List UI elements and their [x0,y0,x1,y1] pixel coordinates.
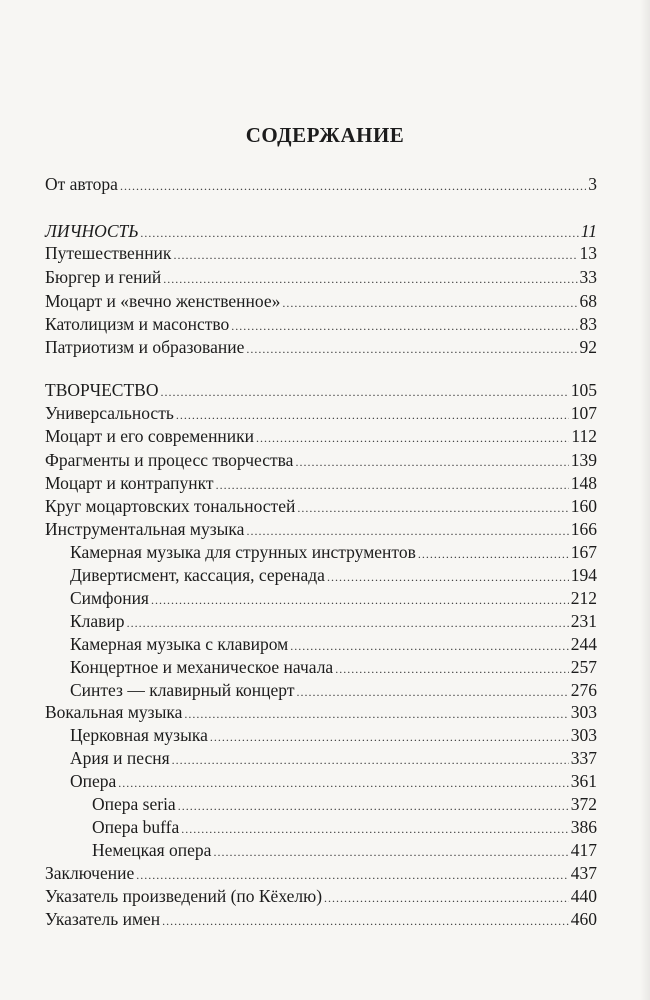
toc-subentry [70,679,597,701]
dot-leader [173,244,577,266]
dot-leader [282,292,577,314]
toc-entry-page: 112 [571,426,597,446]
toc-subentry [70,724,597,746]
dot-leader [213,841,568,863]
dot-leader [296,681,568,703]
toc-entry-page: 372 [570,794,597,814]
toc-entry-page: 33 [579,267,597,287]
dot-leader [231,315,577,337]
toc-entry-label: Указатель произведений (по Кёхелю) [45,886,323,906]
toc-entry-label: Моцарт и «вечно женственное» [45,291,281,311]
toc-entry-label: Опера buffa [92,817,180,837]
toc-entry-page: 13 [579,243,597,263]
toc-entry [45,266,597,288]
toc-entry-page: 107 [570,403,597,423]
toc-entry-page: 194 [570,565,597,585]
dot-leader [141,222,579,244]
toc-entry-label: Симфония [70,588,149,608]
toc-entry-label: Опера seria [92,794,176,814]
dot-leader [163,268,577,290]
toc-entry [45,495,597,517]
toc-subentry [70,541,597,563]
toc-entry-page: 257 [570,657,597,677]
toc-entry [45,336,597,358]
toc-entry-page: 3 [588,174,597,194]
toc-subentry [70,610,597,632]
toc-entry-page: 83 [579,314,597,334]
toc-entry-page: 148 [570,473,597,493]
toc-entry-label: Дивертисмент, кассация, серенада [70,565,325,585]
dot-leader [297,497,568,519]
dot-leader [327,566,569,588]
toc-subentry [70,587,597,609]
dot-leader [210,726,569,748]
dot-leader [160,381,568,403]
dot-leader [324,887,569,909]
dot-leader [181,818,568,840]
dot-leader [151,589,569,611]
dot-leader [127,612,569,634]
toc-entry-page: 167 [570,542,597,562]
toc-entry-label: Моцарт и контрапункт [45,473,214,493]
page-edge-shadow [640,0,650,1000]
dot-leader [176,404,569,426]
toc-entry-label: Универсальность [45,403,174,423]
toc-entry-label: Указатель имен [45,909,161,929]
toc-entry-label: ТВОРЧЕСТВО [45,380,159,400]
toc-entry-label: Ария и песня [70,748,170,768]
toc-entry-label: От автора [45,174,118,194]
dot-leader [136,864,569,886]
toc-entry-page: 11 [580,221,597,241]
toc-entry-label: Фрагменты и процесс творчества [45,450,294,470]
toc-entry-page: 361 [570,771,597,791]
toc-entry [45,402,597,424]
toc-entry-page: 440 [570,886,597,906]
dot-leader [246,338,577,360]
toc-entry [45,290,597,312]
dot-leader [290,635,569,657]
toc-subsubentry [92,839,597,861]
toc-entry-label: Камерная музыка для струнных инструментов [70,542,416,562]
toc-entry [45,885,597,907]
toc-entry-page: 68 [579,291,597,311]
toc-entry [45,518,597,540]
dot-leader [216,474,569,496]
toc-entry-label: Путешественник [45,243,172,263]
toc-entry [45,862,597,884]
toc-section-entry [45,220,597,242]
toc-entry-page: 303 [570,702,597,722]
toc-entry-label: Концертное и механическое начала [70,657,334,677]
toc-subentry [70,747,597,769]
toc-entry-label: Заключение [45,863,135,883]
dot-leader [246,520,568,542]
toc-entry-label: Патриотизм и образование [45,337,245,357]
toc-entry-label: Немецкая опера [92,840,212,860]
toc-entry-page: 212 [570,588,597,608]
toc-entry-label: Клавир [70,611,125,631]
toc-entry-label: Синтез — клавирный концерт [70,680,295,700]
toc-subsubentry [92,816,597,838]
toc-subentry [70,770,597,792]
toc-entry-page: 276 [570,680,597,700]
toc-entry-page: 337 [570,748,597,768]
toc-entry-label: Камерная музыка с клавиром [70,634,289,654]
toc-entry-page: 244 [570,634,597,654]
toc-entry [45,701,597,723]
toc-entry-page: 139 [570,450,597,470]
toc-entry-page: 386 [570,817,597,837]
toc-entry-label: Инструментальная музыка [45,519,245,539]
toc-entry [45,242,597,264]
dot-leader [118,772,568,794]
toc-subsubentry [92,793,597,815]
toc-subentry [70,564,597,586]
toc-entry-label: Вокальная музыка [45,702,183,722]
toc-entry [45,908,597,930]
page-title: СОДЕРЖАНИЕ [245,123,405,147]
toc-entry-label: Круг моцартовских тональностей [45,496,296,516]
toc-entry-label: ЛИЧНОСТЬ [45,221,139,241]
toc-entry [45,173,597,195]
dot-leader [256,427,569,449]
dot-leader [178,795,569,817]
toc-entry-page: 303 [570,725,597,745]
dot-leader [120,175,586,197]
toc-entry-label: Опера [70,771,117,791]
dot-leader [162,910,569,932]
dot-leader [172,749,569,771]
dot-leader [418,543,569,565]
toc-entry [45,313,597,335]
toc-entry-page: 460 [570,909,597,929]
toc-entry [45,472,597,494]
toc-entry [45,449,597,471]
toc-entry-label: Католицизм и масонство [45,314,230,334]
dot-leader [184,703,568,725]
toc-entry-label: Церковная музыка [70,725,208,745]
toc-entry-label: Бюргер и гений [45,267,162,287]
toc-subentry [70,633,597,655]
toc-entry-page: 231 [570,611,597,631]
toc-entry-page: 417 [570,840,597,860]
toc-entry-label: Моцарт и его современники [45,426,255,446]
toc-entry-page: 92 [579,337,597,357]
toc-entry-page: 105 [570,380,597,400]
toc-entry [45,425,597,447]
toc-entry-page: 160 [570,496,597,516]
toc-subentry [70,656,597,678]
toc-section-entry [45,379,597,401]
toc-entry-page: 437 [570,863,597,883]
toc-entry-page: 166 [570,519,597,539]
dot-leader [295,451,568,473]
dot-leader [335,658,569,680]
